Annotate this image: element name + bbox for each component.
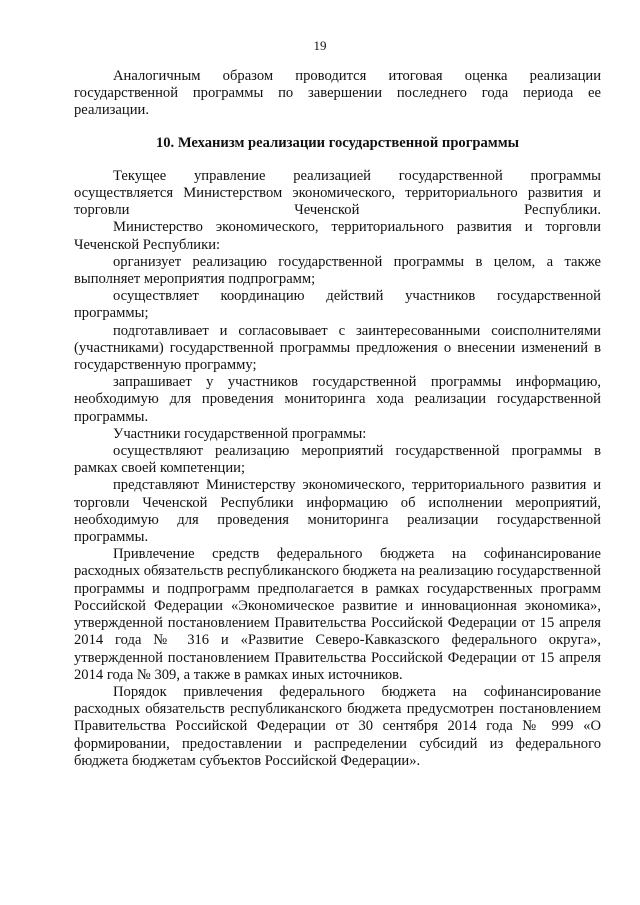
page-number: 19 bbox=[313, 38, 327, 53]
list-item-implement: осуществляют реализацию мероприятий государственной программы в рамках своей компетенции; bbox=[74, 443, 601, 477]
paragraph-federal-funds: Привлечение средств федерального бюджета на софинансирование расходных обязательств республиканского бюджета на реализацию государственной программы и подпрограмм предполагается в рамках государственных программ Российской Федерации «Экономическое развитие и инновационная экономика», утвержденной постановлением Правительства Российской Федерации от 15 апреля 2014 года № 316 и «Развитие Северо-Кавказского федерального округа», утвержденной постановлением Правительства Российской Федерации от 15 апреля 2014 года № 309, а также в рамках иных источников. bbox=[74, 546, 601, 683]
list-item-coordinates: осуществляет координацию действий участников государственной программы; bbox=[74, 288, 601, 322]
section-heading: 10. Механизм реализации государственной программы bbox=[155, 134, 520, 151]
paragraph-current-management: Текущее управление реализацией государственной программы осуществляется Министерством экономического, территориального развития и торговли Чеченской Республики. bbox=[74, 167, 601, 219]
list-item-submit: представляют Министерству экономического, территориального развития и торговли Чеченской Республики информацию об исполнении мероприятий, необходимую для проведения мониторинга реализации государственной программы. bbox=[74, 477, 601, 546]
paragraph-ministry: Министерство экономического, территориального развития и торговли Чеченской Республики: bbox=[74, 219, 601, 253]
paragraph-funding-procedure: Порядок привлечения федерального бюджета на софинансирование расходных обязательств республиканского бюджета предусмотрен постановлением Правительства Российской Федерации от 30 сентября 2014 года № 999 «О формировании, предоставлении и распределении субсидий из федерального бюджета бюджетам субъектов Российской Федерации». bbox=[74, 683, 601, 769]
list-item-prepares: подготавливает и согласовывает с заинтересованными соисполнителями (участниками) государственной программы предложения о внесении изменений в государственную программу; bbox=[74, 322, 601, 374]
paragraph-final-assessment: Аналогичным образом проводится итоговая оценка реализации государственной программы по завершении последнего года периода ее реализации. bbox=[74, 68, 601, 119]
list-item-requests: запрашивает у участников государственной программы информацию, необходимую для проведения мониторинга хода реализации государственной программы. bbox=[74, 374, 601, 425]
document-body bbox=[74, 68, 601, 770]
paragraph-participants: Участники государственной программы: bbox=[113, 425, 367, 442]
list-item-organizes: организует реализацию государственной программы в целом, а также выполняет мероприятия подпрограмм; bbox=[74, 253, 601, 288]
